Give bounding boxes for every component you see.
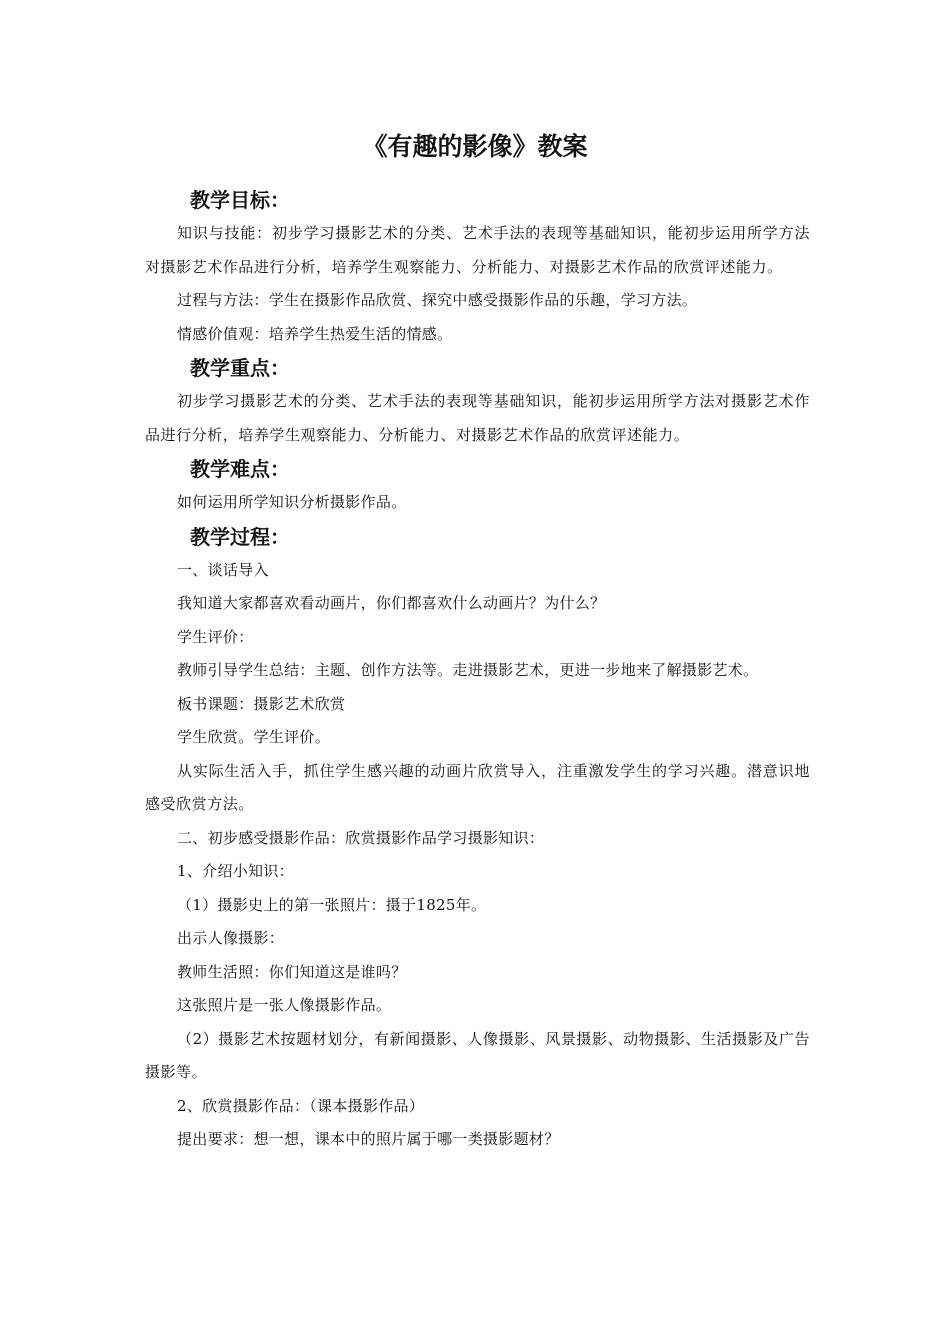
paragraph: 这张照片是一张人像摄影作品。 <box>177 996 392 1014</box>
paragraph: 我知道大家都喜欢看动画片，你们都喜欢什么动画片？为什么？ <box>177 594 606 612</box>
paragraph: 学生欣赏。学生评价。 <box>177 728 331 746</box>
paragraph: （1）摄影史上的第一张照片：摄于1825年。 <box>177 895 487 914</box>
paragraph: 教师生活照：你们知道这是谁吗？ <box>177 962 407 981</box>
paragraph-difficulties: 如何运用所学知识分析摄影作品。 <box>177 493 407 511</box>
paragraph: 教师引导学生总结：主题、创作方法等。走进摄影艺术，更进一步地来了解摄影艺术。 <box>177 661 759 679</box>
paragraph: 学生评价： <box>177 627 254 646</box>
paragraph: 板书课题：摄影艺术欣赏 <box>177 694 346 713</box>
document-body <box>145 183 810 1157</box>
heading-teaching-goals: 教学目标： <box>190 188 290 212</box>
paragraph: 从实际生活入手，抓住学生感兴趣的动画片欣赏导入，注重激发学生的学习兴趣。潜意识地感受欣赏方法。 <box>145 761 810 813</box>
heading-teaching-process: 教学过程： <box>190 524 290 549</box>
paragraph: （2）摄影艺术按题材划分，有新闻摄影、人像摄影、风景摄影、动物摄影、生活摄影及广告摄影等。 <box>145 1029 810 1081</box>
heading-difficulties: 教学难点： <box>190 457 290 481</box>
heading-key-points: 教学重点： <box>190 356 290 380</box>
paragraph: 1、介绍小知识： <box>177 862 294 880</box>
document-title: 《有趣的影像》教案 <box>362 132 588 161</box>
paragraph: 2、欣赏摄影作品：（课本摄影作品） <box>177 1096 425 1115</box>
paragraph-section-1: 一、谈话导入 <box>177 560 269 579</box>
paragraph-key-points: 初步学习摄影艺术的分类、艺术手法的表现等基础知识，能初步运用所学方法对摄影艺术作品进行分析，培养学生观察能力、分析能力、对摄影艺术作品的欣赏评述能力。 <box>145 392 810 444</box>
paragraph: 提出要求：想一想，课本中的照片属于哪一类摄影题材？ <box>177 1130 560 1148</box>
paragraph-process-method: 过程与方法：学生在摄影作品欣赏、探究中感受摄影作品的乐趣，学习方法。 <box>177 291 698 309</box>
paragraph: 出示人像摄影： <box>177 929 285 947</box>
paragraph-section-2: 二、初步感受摄影作品：欣赏摄影作品学习摄影知识： <box>177 828 545 847</box>
paragraph-knowledge-skills: 知识与技能：初步学习摄影艺术的分类、艺术手法的表现等基础知识，能初步运用所学方法对摄影艺术作品进行分析，培养学生观察能力、分析能力、对摄影艺术作品的欣赏评述能力。 <box>145 224 810 276</box>
paragraph-emotion-values: 情感价值观：培养学生热爱生活的情感。 <box>177 324 453 343</box>
